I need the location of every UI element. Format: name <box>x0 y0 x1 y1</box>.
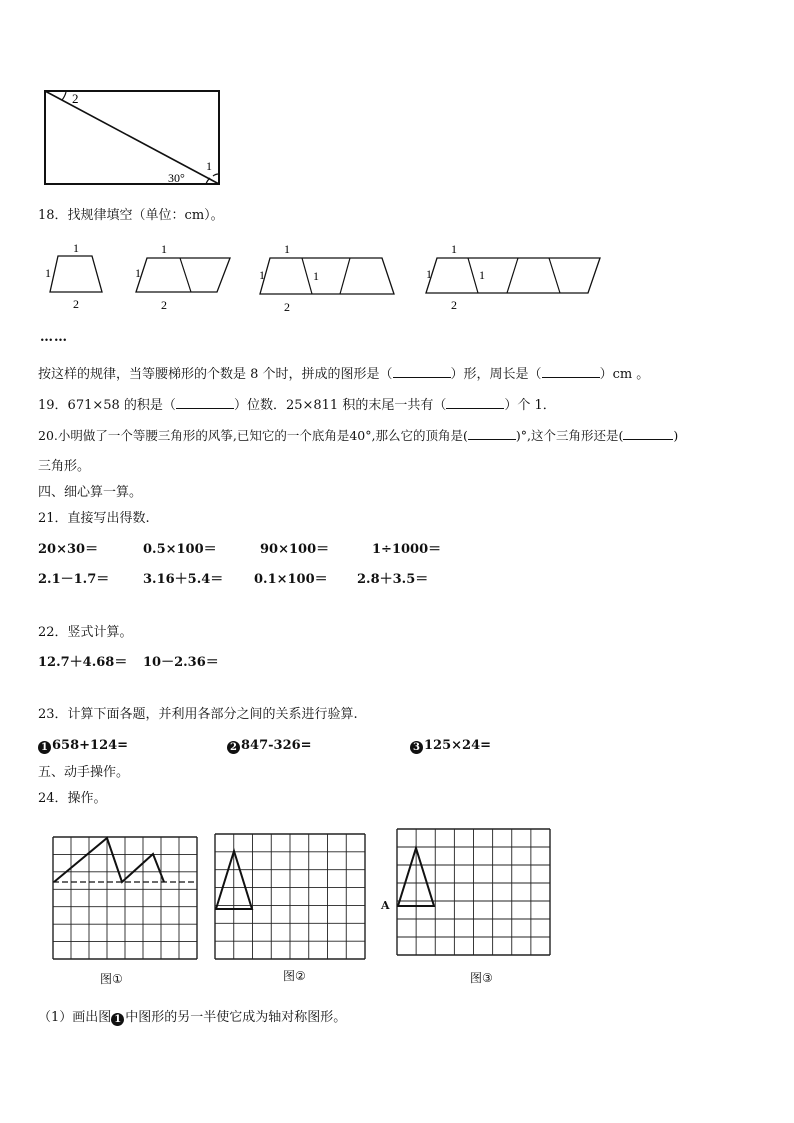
pattern-fig-4 <box>426 242 600 312</box>
answer-blank-perimeter[interactable] <box>542 364 600 378</box>
q21-item-4: 1÷1000＝ <box>372 542 442 557</box>
caption-fig-2: 图② <box>283 969 306 983</box>
answer-blank-shape[interactable] <box>393 364 451 378</box>
caption-fig-3: 图③ <box>470 971 493 985</box>
fig4-bottom-label: 2 <box>451 298 457 312</box>
fig2-top-label: 1 <box>161 242 167 256</box>
grid-2-lines <box>215 834 365 959</box>
q21-item-1: 20×30＝ <box>38 542 99 557</box>
fig4-left-label: 1 <box>426 267 432 281</box>
fig3-bottom-label: 2 <box>284 300 290 314</box>
q21-prompt: 21．直接写出得数. <box>38 511 150 526</box>
section-5-heading: 五、动手操作。 <box>38 765 130 780</box>
fig4-top-label: 1 <box>451 242 457 256</box>
section-4-heading: 四、细心算一算。 <box>38 485 143 500</box>
q21-item-3: 90×100＝ <box>260 542 330 557</box>
q24-subquestion-1: （1）画出图 1 中图形的另一半使它成为轴对称图形。 <box>38 1010 347 1025</box>
grid-figure-2 <box>214 833 366 960</box>
trapezoid-pattern-figures <box>40 238 610 318</box>
fig3-left-label: 1 <box>259 268 265 282</box>
q21-item-7: 0.1×100＝ <box>254 572 328 587</box>
grid-1-lines <box>53 837 197 959</box>
q22-item-1: 12.7＋4.68＝ <box>38 655 128 670</box>
pattern-fig-2 <box>135 242 230 312</box>
q22-prompt: 22．竖式计算。 <box>38 625 133 640</box>
q18-question-line: 按这样的规律，当等腰梯形的个数是 8 个时，拼成的图形是（ ）形，周长是（ ）cm 。 <box>38 364 649 384</box>
caption-fig-1: 图① <box>100 972 123 986</box>
q20-continuation: 三角形。 <box>38 459 91 474</box>
q24-prompt: 24．操作。 <box>38 791 107 806</box>
q21-item-5: 2.1－1.7＝ <box>38 572 110 587</box>
q20-question-line: 20.小明做了一个等腰三角形的风筝,已知它的一个底角是40°,那么它的顶角是( )°,这个三角形还是( ) <box>38 428 679 443</box>
rectangle-diagonal-figure <box>40 86 224 190</box>
fig3-top-label: 1 <box>284 242 290 256</box>
q23-item-1: 1 658+124= <box>38 737 128 755</box>
angle-1-label: 1 <box>206 159 212 173</box>
q23-prompt: 23．计算下面各题，并利用各部分之间的关系进行验算. <box>38 707 358 722</box>
q21-item-8: 2.8＋3.5＝ <box>357 572 429 587</box>
fig3-mid-label: 1 <box>313 269 319 283</box>
answer-blank-ones[interactable] <box>446 395 504 409</box>
grid-3-lines <box>397 829 550 955</box>
q23-item-3: 3 125×24= <box>410 737 491 755</box>
grid-figure-3 <box>396 828 551 956</box>
grid-figure-1 <box>52 836 198 960</box>
q18-prompt: 18．找规律填空（单位：cm）。 <box>38 208 224 223</box>
fig4-mid-label: 1 <box>479 268 485 282</box>
grid-1-shape-half <box>54 838 164 882</box>
q22-item-2: 10－2.36＝ <box>143 655 219 670</box>
q21-item-6: 3.16＋5.4＝ <box>143 572 224 587</box>
continuation-dots: …… <box>40 330 68 345</box>
answer-blank-digits[interactable] <box>176 395 234 409</box>
fig1-bottom-label: 2 <box>73 297 79 311</box>
fig1-top-label: 1 <box>73 241 79 255</box>
pattern-fig-1 <box>45 241 102 311</box>
angle-30-label: 30° <box>168 171 185 185</box>
q21-item-2: 0.5×100＝ <box>143 542 217 557</box>
point-a-label: A <box>381 899 390 912</box>
q23-item-2: 2 847-326= <box>227 737 312 755</box>
fig1-left-label: 1 <box>45 266 51 280</box>
fig2-bottom-label: 2 <box>161 298 167 312</box>
pattern-fig-3 <box>259 242 394 314</box>
fig2-left-label: 1 <box>135 266 141 280</box>
angle-2-label: 2 <box>72 91 79 106</box>
answer-blank-triangle-type[interactable] <box>623 426 673 440</box>
answer-blank-apex-angle[interactable] <box>468 426 516 440</box>
q19-question-line: 19．671×58 的积是（ ）位数．25×811 积的末尾一共有（ ）个 1． <box>38 395 556 415</box>
